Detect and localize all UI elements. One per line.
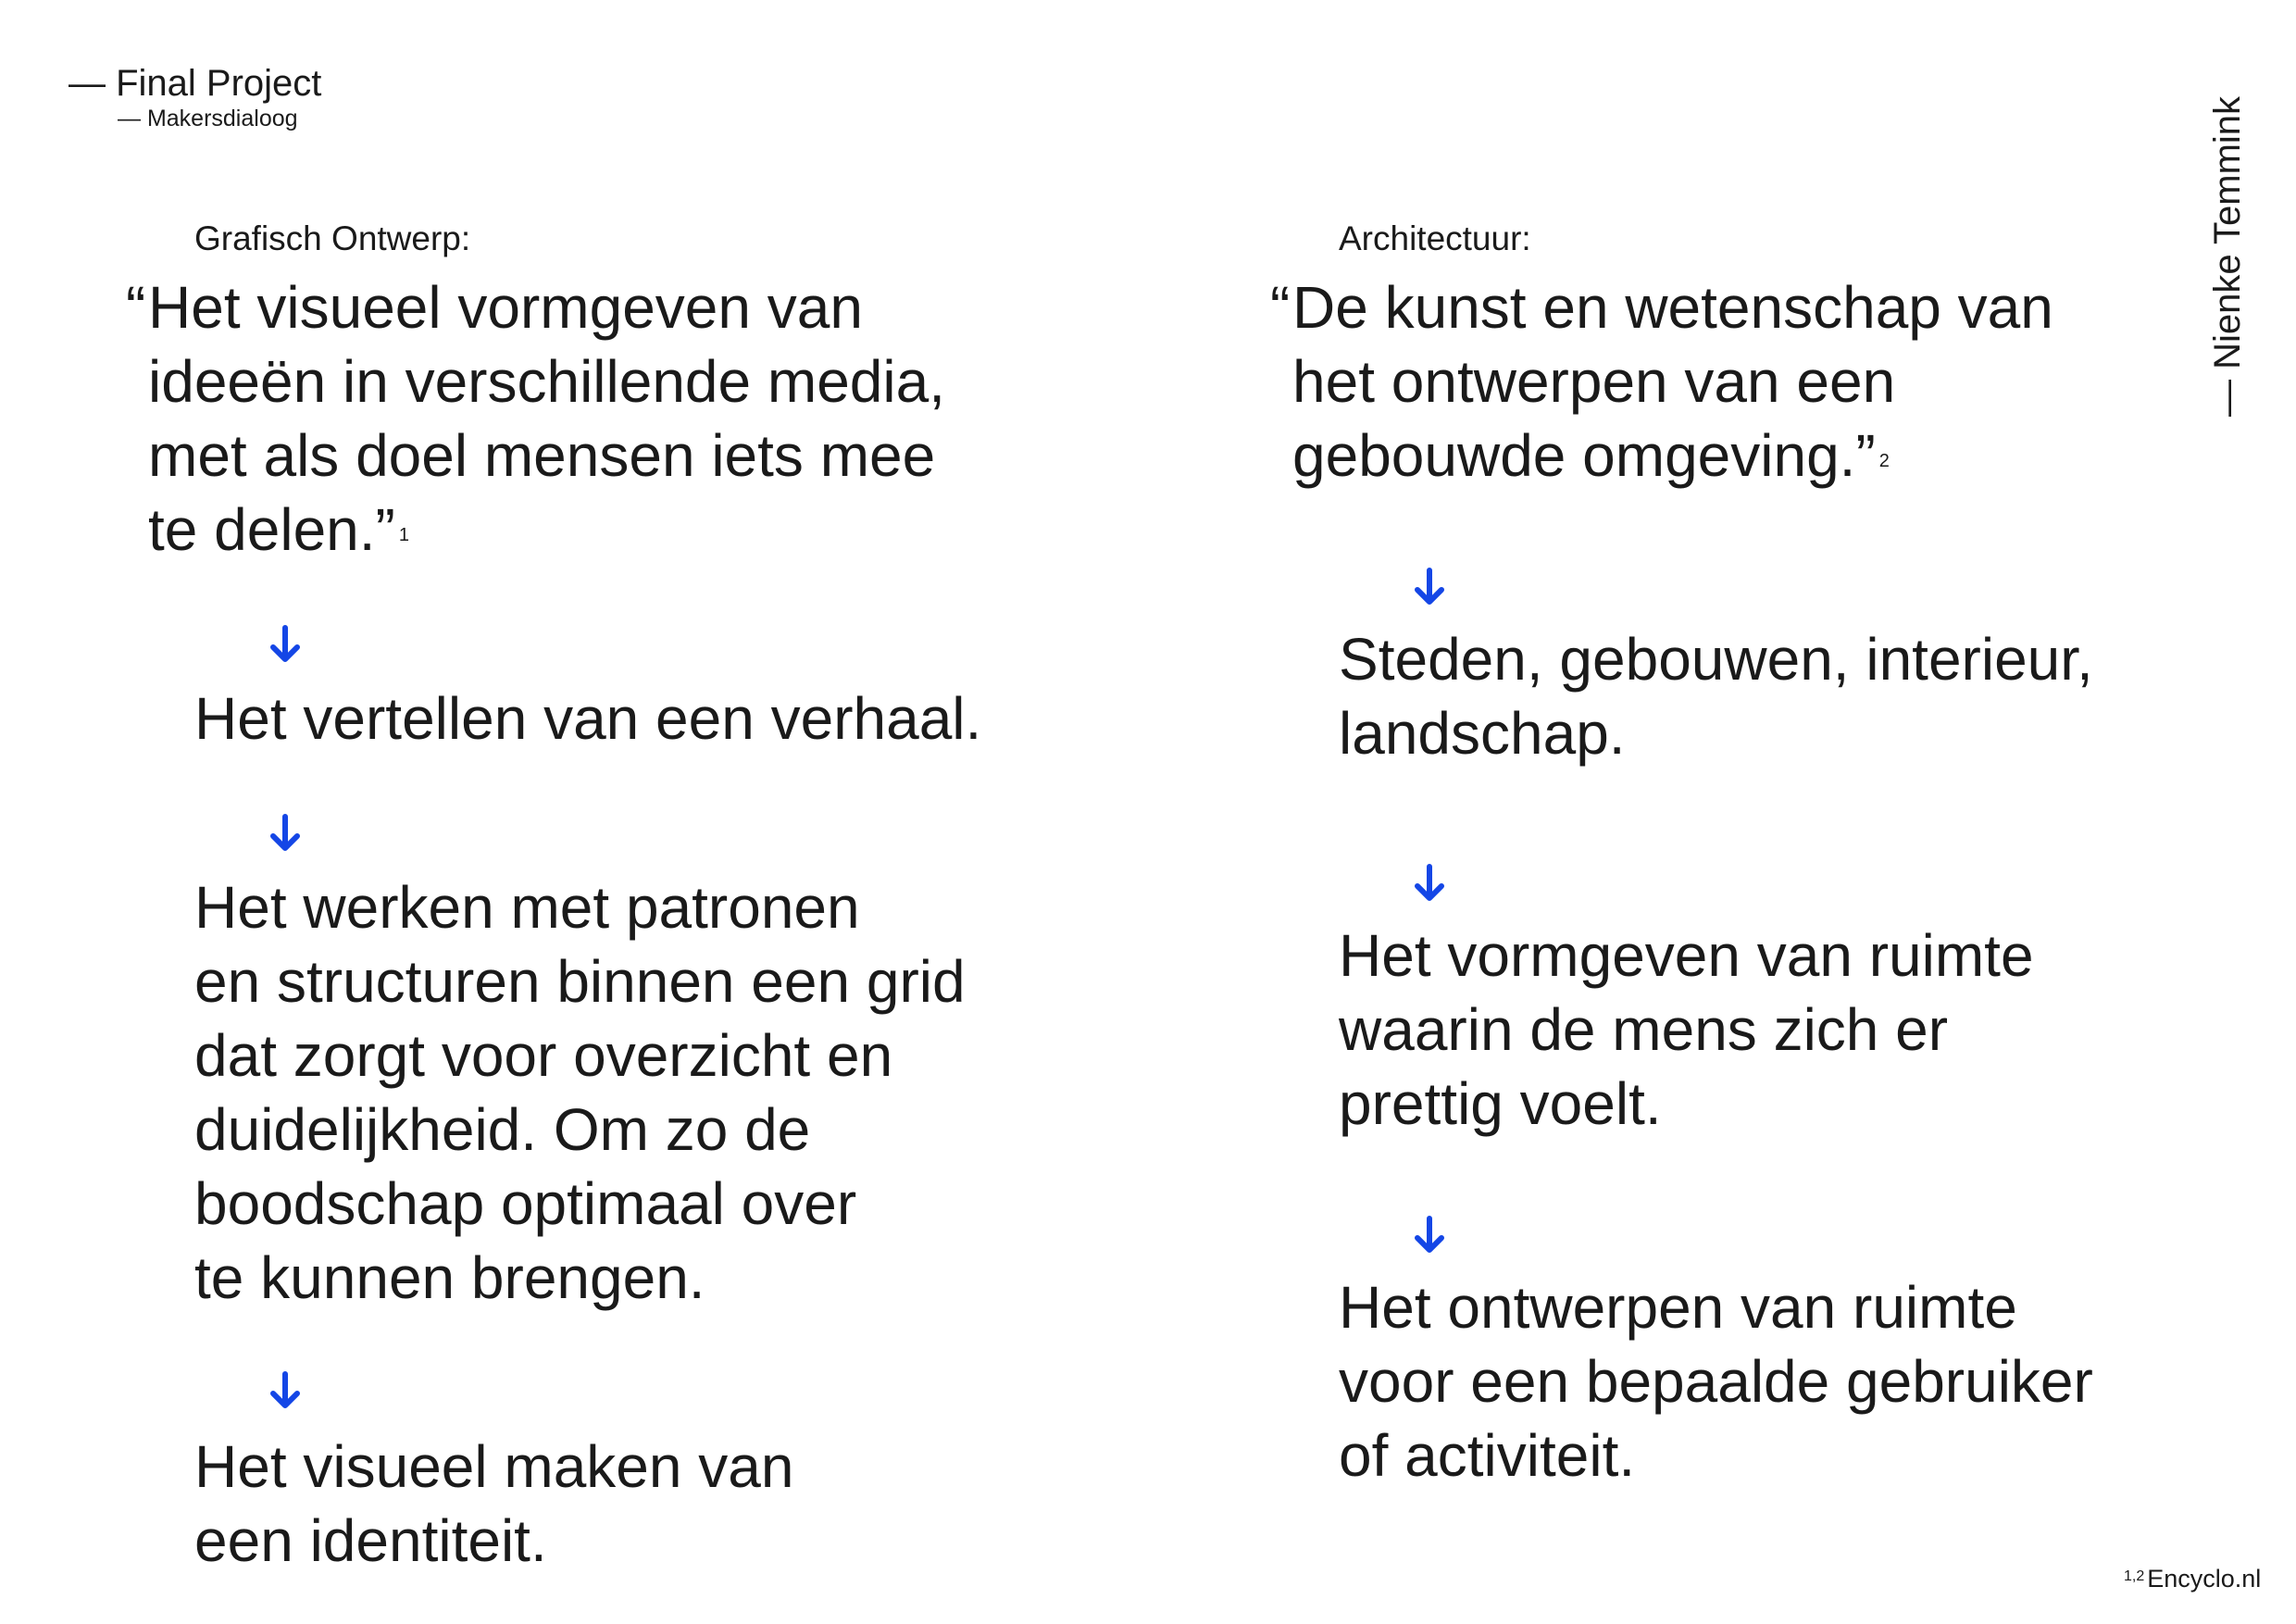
arrow-down-icon bbox=[1413, 567, 1446, 607]
quote-open-mark: “ bbox=[126, 274, 146, 341]
right-item-2: Het vormgeven van ruimte waarin de mens zich er prettig voelt. bbox=[1339, 922, 2034, 1137]
project-title: — Final Project bbox=[69, 63, 322, 104]
right-quote bbox=[1270, 270, 2053, 493]
arrow-down-icon bbox=[268, 624, 302, 665]
quote-open-mark: “ bbox=[1270, 274, 1291, 341]
quote-line: ideeën in verschillende media, bbox=[148, 348, 945, 415]
left-item-1: Het vertellen van een verhaal. bbox=[194, 685, 982, 752]
left-item-3: Het visueel maken van een identiteit. bbox=[194, 1433, 794, 1574]
footnote-marker: 2 bbox=[1878, 451, 1890, 471]
author-container bbox=[2194, 56, 2261, 417]
quote-line: het ontwerpen van een bbox=[1292, 348, 1896, 415]
left-quote bbox=[126, 270, 945, 567]
footnote-marker: 1 bbox=[398, 525, 409, 545]
source-footnote bbox=[2124, 1563, 2261, 1594]
arrow-down-icon bbox=[1413, 863, 1446, 904]
quote-line: met als doel mensen iets mee bbox=[148, 422, 936, 489]
project-subtitle: — Makersdialoog bbox=[118, 106, 298, 131]
source-name: Encyclo.nl bbox=[2147, 1565, 2262, 1593]
left-item-2: Het werken met patronen en structuren binnen een grid dat zorgt voor overzicht en duidelijkheid. Om zo de boodschap optimaal over te kunnen brengen. bbox=[194, 874, 966, 1311]
footnote-marks: 1,2 bbox=[2124, 1568, 2145, 1584]
quote-line: “De kunst en wetenschap van bbox=[1292, 270, 2053, 344]
quote-line: gebouwde omgeving.” $^2$ bbox=[1292, 422, 1890, 489]
author-name: — Nienke Temmink bbox=[2207, 95, 2248, 417]
arrow-down-icon bbox=[268, 1370, 302, 1411]
right-item-3: Het ontwerpen van ruimte voor een bepaalde gebruiker of activiteit. bbox=[1339, 1274, 2093, 1489]
quote-line: te delen.” $^1$ bbox=[148, 496, 409, 563]
arrow-down-icon bbox=[268, 813, 302, 854]
quote-line: “Het visueel vormgeven van bbox=[148, 270, 945, 344]
arrow-down-icon bbox=[1413, 1215, 1446, 1255]
left-label: Grafisch Ontwerp: bbox=[194, 219, 471, 257]
right-item-1: Steden, gebouwen, interieur, landschap. bbox=[1339, 626, 2093, 767]
right-label: Architectuur: bbox=[1339, 219, 1531, 257]
